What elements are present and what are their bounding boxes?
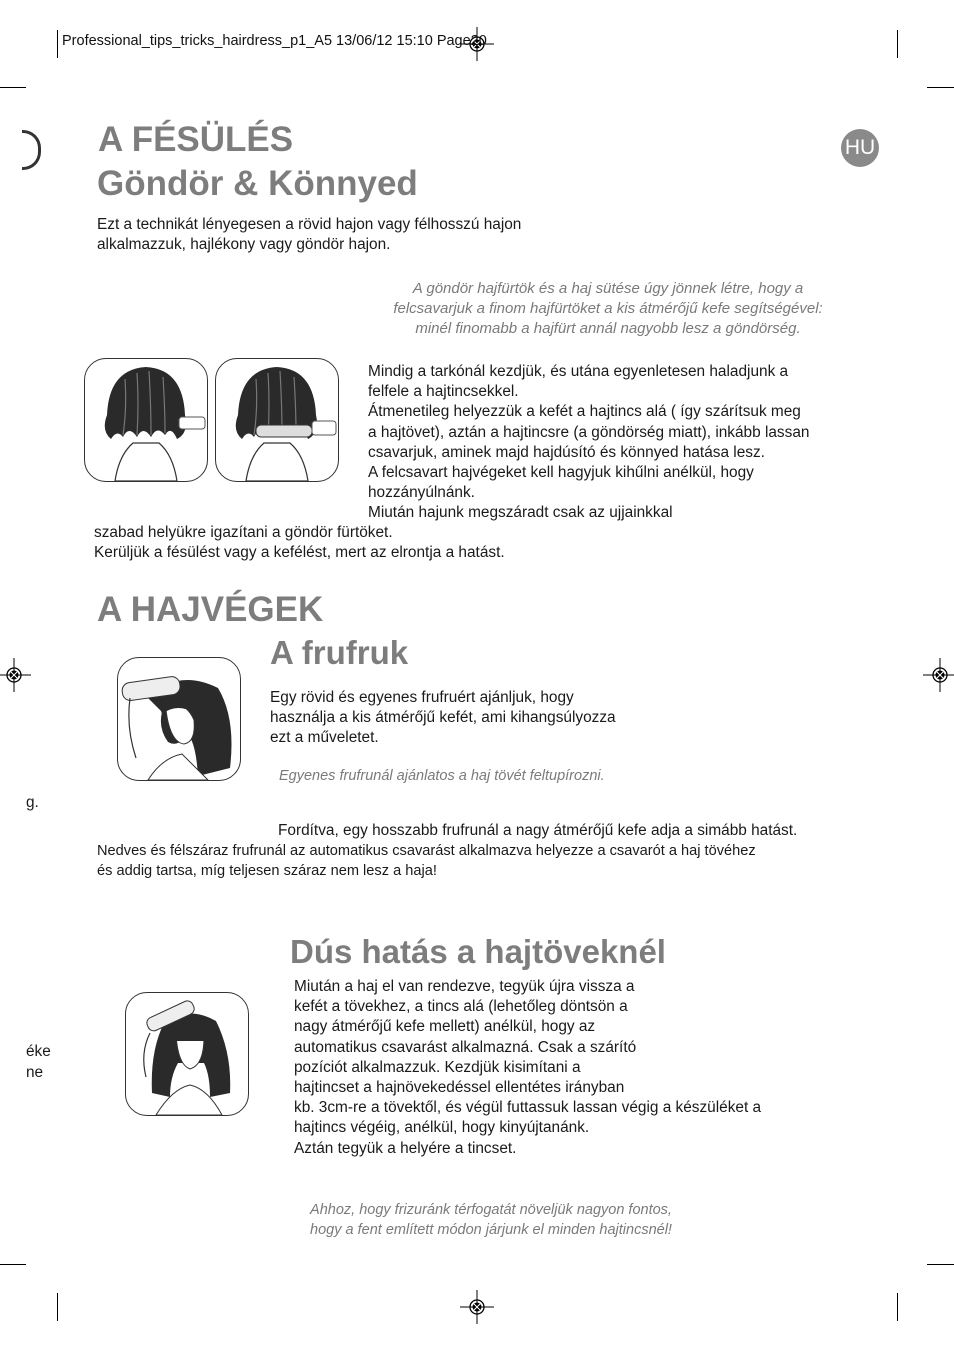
text-line: a hajtövet), aztán a hajtincsre (a göndörség miatt), inkább lassan [368,423,810,441]
text-line: Nedves és félszáraz frufrunál az automatikus csavarást alkalmazva helyezze a csavarót a haj tövéhez [97,843,756,859]
text-line: Ahhoz, hogy frizuránk térfogatát növeljük nagyon fontos, [310,1202,672,1218]
registration-mark-icon [0,658,31,692]
crop-mark [0,87,26,88]
continuation-text [94,523,505,563]
crop-mark [0,1264,26,1265]
text-line: Kerüljük a fésülést vagy a kefélést, mert az elrontja a hatást. [94,544,505,562]
registration-mark-icon [923,658,954,692]
section-title: Dús hatás a hajtöveknél [290,933,666,970]
edge-fragment: ne [26,1064,44,1081]
language-badge: HU [841,129,879,167]
section-body [294,977,761,1159]
crop-mark [927,1264,954,1265]
illustration-fringe [117,657,241,781]
edge-fragment: éke [26,1043,51,1060]
text-line: Egy rövid és egyenes frufruért ajánljuk, hogy [270,689,574,706]
text-line: kefét a tövekhez, a tincs alá (lehetőleg döntsön a [294,998,628,1016]
crop-mark [927,87,954,88]
section-title: A HAJVÉGEK [97,590,324,629]
text-line: Miután a haj el van rendezve, tegyük újra vissza a [294,978,635,995]
text-line: használja a kis átmérőjű kefét, ami kihangsúlyozza [270,709,616,727]
text-line: Miután hajunk megszáradt csak az ujjainkkal [368,504,673,522]
print-slug: Professional_tips_tricks_hairdress_p1_A5 13/06/12 15:10 Page20 [62,33,487,49]
text-line: Átmenetileg helyezzük a kefét a hajtincs alá ( így szárítsuk meg [368,403,801,421]
steps-text [368,362,809,524]
text-line: kb. 3cm-re a tövektől, és végül futtassuk lassan végig a készüléket a [294,1099,762,1117]
text-line: nagy átmérőjű kefe mellett) anélkül, hogy az [294,1018,596,1036]
text-line: felfele a hajtincsekkel. [368,383,519,401]
section-subtitle: A frufruk [270,634,409,671]
crop-mark [57,30,58,58]
text-line: csavarjuk, aminek majd hajdúsító és könnyed hatása lesz. [368,443,765,461]
text-line: pozíciót alkalmazzuk. Kezdjük kisimítani a [294,1058,581,1076]
registration-mark-icon [460,1290,494,1324]
left-edge-tab-icon [22,130,41,170]
tip-text [350,279,866,339]
text-line: szabad helyükre igazítani a göndör fürtöket. [94,524,393,541]
text-line: Aztán tegyük a helyére a tincset. [294,1139,517,1157]
tip-text: Egyenes frufrunál ajánlatos a haj tövét feltupírozni. [279,768,605,784]
text-line: és addig tartsa, míg teljesen száraz nem lesz a haja! [97,862,437,879]
text-line: hajtincs végéig, anélkül, hogy kinyújtanánk. [294,1119,590,1137]
note-text-2 [97,842,756,881]
note-text: Fordítva, egy hosszabb frufrunál a nagy átmérőjű kefe adja a simább hatást. [278,822,798,839]
crop-mark [897,1293,898,1321]
text-line: hajtincset a hajnövekedéssel ellentétes irányban [294,1079,625,1097]
illustration-back-of-head-brush [215,358,339,482]
text-line: A felcsavart hajvégeket kell hagyjuk kihűlni anélkül, hogy [368,464,754,482]
text-line: felcsavarjuk a finom hajfürtöket a kis átmérőjű kefe segítségével: [393,300,823,317]
text-line: hogy a fent említett módon járjunk el minden hajtincsnél! [310,1222,672,1238]
section-title: A FÉSÜLÉS [98,120,294,159]
section-body [270,688,616,749]
section-intro [97,215,521,255]
illustration-back-of-head [84,358,208,482]
illustration-root-volume [125,992,249,1116]
text-line: alkalmazzuk, hajlékony vagy göndör hajon. [97,236,391,254]
text-line: ezt a műveletet. [270,729,379,747]
section-subtitle: Göndör & Könnyed [97,164,418,203]
text-line: A göndör hajfürtök és a haj sütése úgy jönnek létre, hogy a [412,280,804,297]
crop-mark [897,30,898,58]
text-line: hozzányúlnánk. [368,484,475,502]
edge-fragment: g. [26,794,39,811]
text-line: Ezt a technikát lényegesen a rövid hajon vagy félhosszú hajon [97,216,522,233]
text-line: minél finomabb a hajfürt annál nagyobb lesz a göndörség. [415,320,801,337]
text-line: automatikus csavarást alkalmazná. Csak a szárító [294,1038,637,1056]
crop-mark [57,1293,58,1321]
text-line: Mindig a tarkónál kezdjük, és utána egyenletesen haladjunk a [368,363,789,380]
tip-text [288,1200,694,1240]
